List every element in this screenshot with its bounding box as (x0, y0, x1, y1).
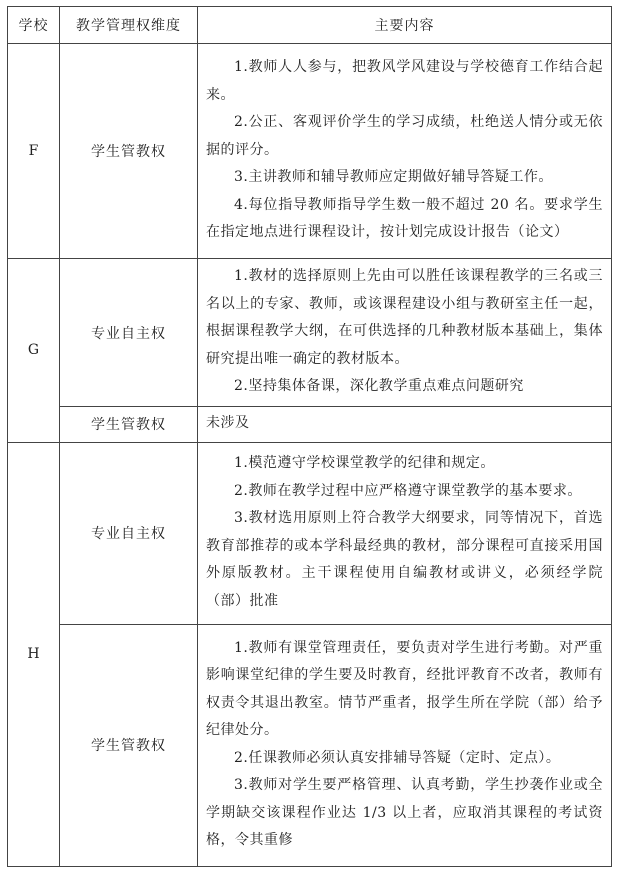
content-item: 2.公正、客观评价学生的学习成绩，杜绝送人情分或无依据的评分。 (206, 114, 603, 158)
school-cell-g: G (8, 259, 60, 443)
content-item: 1.教材的选择原则上先由可以胜任该课程教学的三名或三名以上的专家、教师，或该课程建设小组与教研室主任一起，根据课程教学大纲，在可供选择的几种教材版本基础上，集体研究提出唯一确定的教材版本。 (206, 268, 603, 367)
content-item: 3.教师对学生要严格管理、认真考勤，学生抄袭作业或全学期缺交该课程作业达 1/3 以上者，应取消其课程的考试资格，令其重修 (206, 777, 603, 848)
dimension-cell: 专业自主权 (60, 259, 198, 407)
dimension-cell: 学生管教权 (60, 624, 198, 866)
content-item: 4.每位指导教师指导学生数一般不超过 20 名。要求学生在指定地点进行课程设计，按计划完成设计报告（论文） (206, 196, 603, 241)
dimension-cell: 学生管教权 (60, 407, 198, 443)
header-content: 主要内容 (198, 7, 612, 44)
header-dimension: 教学管理权维度 (60, 7, 198, 44)
header-row (8, 7, 612, 44)
table-row-g-student-discipline (8, 407, 612, 443)
content-item: 未涉及 (206, 415, 250, 431)
table-row-g-professional-autonomy (8, 259, 612, 407)
content-cell (198, 44, 612, 259)
content-cell (198, 259, 612, 407)
header-school: 学校 (8, 7, 60, 44)
management-rights-table (7, 6, 612, 867)
content-item: 1.教师人人参与，把教风学风建设与学校德育工作结合起来。 (206, 59, 603, 103)
content-item: 1.模范遵守学校课堂教学的纪律和规定。 (234, 455, 495, 471)
content-item: 2.任课教师必须认真安排辅导答疑（定时、定点）。 (234, 749, 561, 766)
table-row-f-student-discipline (8, 44, 612, 259)
content-item: 2.教师在教学过程中应严格遵守课堂教学的基本要求。 (234, 482, 582, 499)
dimension-cell: 专业自主权 (60, 442, 198, 624)
school-cell-f: F (8, 44, 60, 259)
content-item: 2.坚持集体备课，深化教学重点难点问题研究 (234, 378, 524, 395)
content-item: 1.教师有课堂管理责任，要负责对学生进行考勤。对严重影响课堂纪律的学生要及时教育，经批评教育不改者，教师有权责令其退出教室。情节严重者，报学生所在学院（部）给予纪律处分。 (206, 639, 603, 738)
table-row-h-student-discipline (8, 624, 612, 866)
content-cell (198, 442, 612, 624)
content-cell (198, 624, 612, 866)
content-cell (198, 407, 612, 443)
school-cell-h: H (8, 442, 60, 866)
dimension-cell: 学生管教权 (60, 44, 198, 259)
content-item: 3.教材选用原则上符合教学大纲要求，同等情况下，首选教育部推荐的或本学科最经典的教材，部分课程可直接采用国外原版教材。主干课程使用自编教材或讲义，必须经学院（部）批准 (206, 510, 603, 609)
table-row-h-professional-autonomy (8, 442, 612, 624)
content-item: 3.主讲教师和辅导教师应定期做好辅导答疑工作。 (234, 169, 553, 186)
